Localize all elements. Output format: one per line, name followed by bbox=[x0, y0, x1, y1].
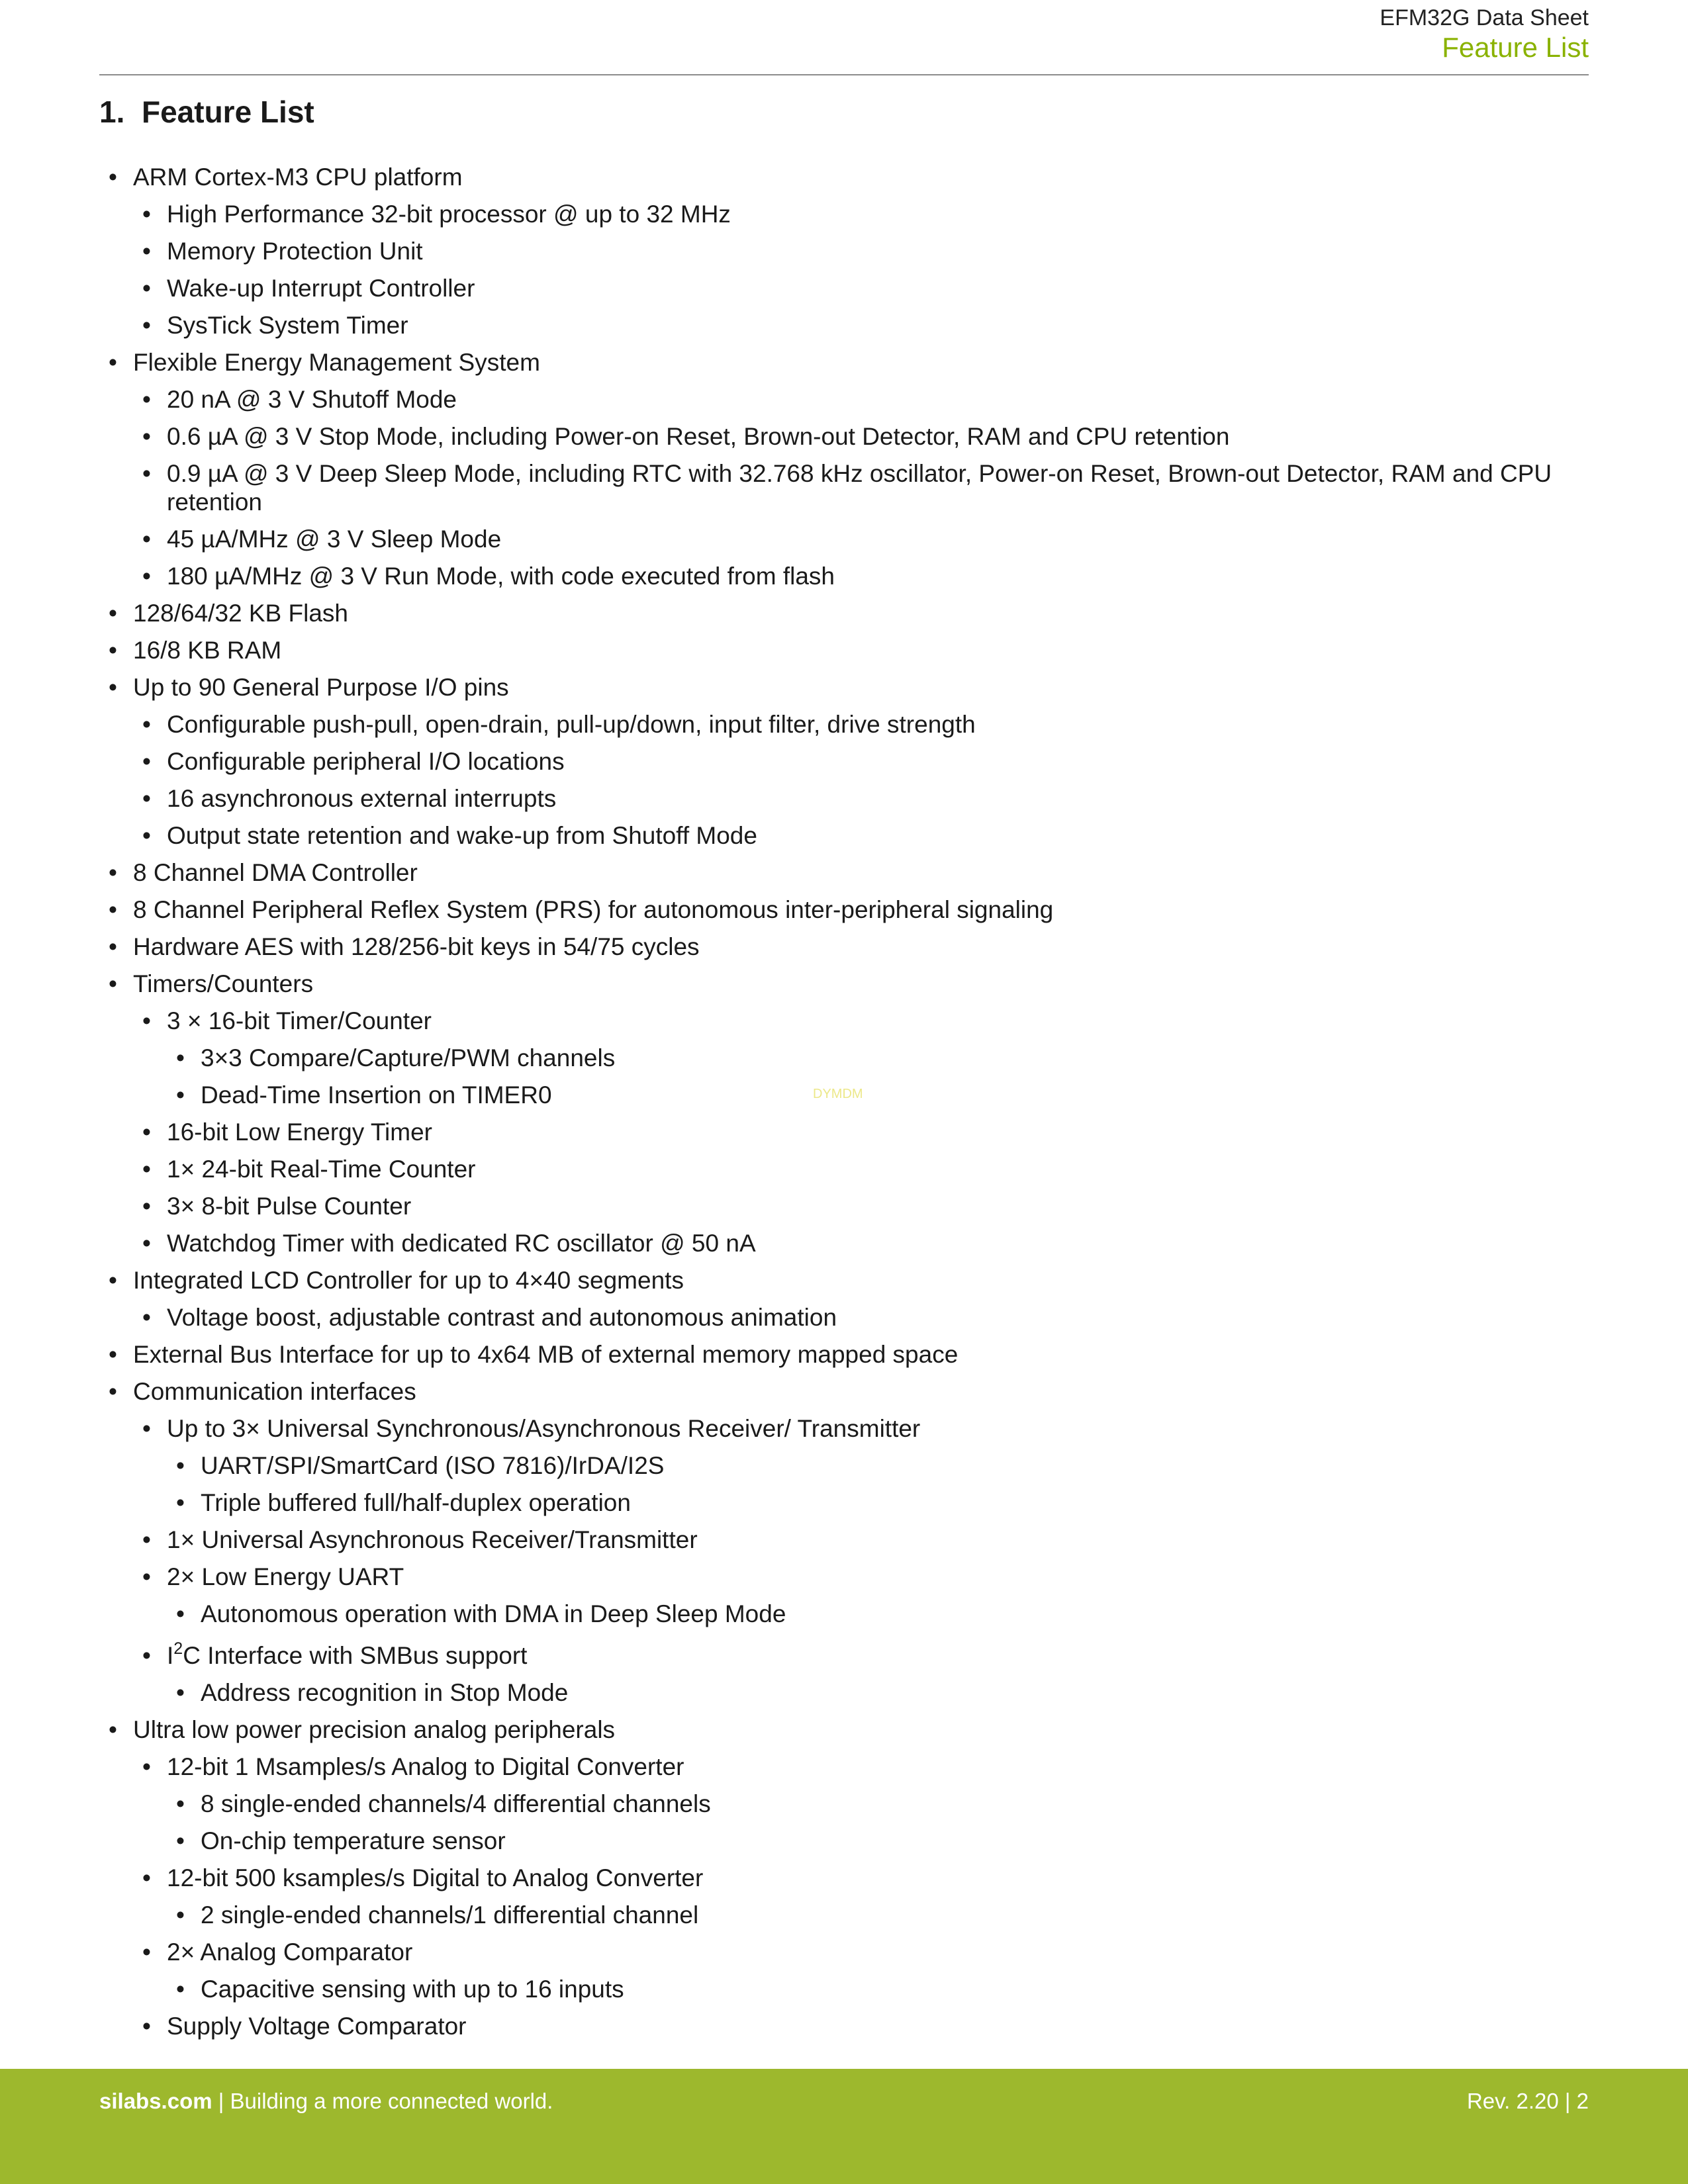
feature-text: Hardware AES with 128/256-bit keys in 54/75 cycles bbox=[133, 933, 700, 960]
feature-text: Timers/Counters bbox=[133, 970, 314, 997]
feature-item-level-0 bbox=[99, 1377, 1589, 1406]
feature-text: ARM Cortex-M3 CPU platform bbox=[133, 163, 463, 191]
feature-text: 0.9 µA @ 3 V Deep Sleep Mode, including RTC with 32.768 kHz oscillator, Power-on Reset, Brown-out Detector, RAM and CPU retention bbox=[167, 460, 1552, 516]
feature-item-level-1 bbox=[99, 385, 1589, 414]
bullet-icon: • bbox=[109, 970, 117, 997]
feature-item-level-1 bbox=[99, 237, 1589, 265]
feature-text: 3× 8-bit Pulse Counter bbox=[167, 1193, 412, 1220]
feature-item-level-1 bbox=[99, 1155, 1589, 1183]
feature-text: 2× Low Energy UART bbox=[167, 1563, 404, 1590]
bullet-icon: • bbox=[142, 238, 151, 265]
feature-text: Address recognition in Stop Mode bbox=[201, 1679, 569, 1706]
feature-item-level-1 bbox=[99, 459, 1589, 516]
feature-text: 16 asynchronous external interrupts bbox=[167, 785, 557, 812]
bullet-icon: • bbox=[176, 1489, 185, 1516]
watermark: DYMDM bbox=[813, 1087, 863, 1101]
feature-text: Integrated LCD Controller for up to 4×40 segments bbox=[133, 1267, 684, 1294]
feature-item-level-1 bbox=[99, 1563, 1589, 1591]
feature-item-level-0 bbox=[99, 933, 1589, 961]
bullet-icon: • bbox=[109, 896, 117, 923]
feature-text: Capacitive sensing with up to 16 inputs bbox=[201, 1976, 624, 2003]
bullet-icon: • bbox=[109, 1267, 117, 1294]
bullet-icon: • bbox=[142, 201, 151, 228]
feature-item-level-0 bbox=[99, 348, 1589, 377]
bullet-icon: • bbox=[109, 1341, 117, 1368]
feature-item-level-0 bbox=[99, 636, 1589, 664]
bullet-icon: • bbox=[176, 1081, 185, 1109]
feature-item-level-1 bbox=[99, 2012, 1589, 2040]
feature-item-level-1 bbox=[99, 1864, 1589, 1892]
bullet-icon: • bbox=[142, 822, 151, 849]
feature-item-level-2 bbox=[99, 1600, 1589, 1628]
feature-item-level-2 bbox=[99, 1827, 1589, 1855]
bullet-icon: • bbox=[176, 1044, 185, 1071]
feature-text: 2× Analog Comparator bbox=[167, 1938, 413, 1966]
feature-item-level-1 bbox=[99, 784, 1589, 813]
feature-text: 45 µA/MHz @ 3 V Sleep Mode bbox=[167, 525, 502, 553]
feature-item-level-2 bbox=[99, 1488, 1589, 1517]
bullet-icon: • bbox=[176, 1679, 185, 1706]
bullet-icon: • bbox=[142, 1642, 151, 1669]
feature-text: 2 single-ended channels/1 differential channel bbox=[201, 1901, 699, 1929]
feature-item-level-0 bbox=[99, 1340, 1589, 1369]
bullet-icon: • bbox=[142, 711, 151, 738]
bullet-icon: • bbox=[176, 1452, 185, 1479]
bullet-icon: • bbox=[142, 2013, 151, 2040]
feature-item-level-1 bbox=[99, 1303, 1589, 1332]
feature-text-prefix: I bbox=[167, 1642, 174, 1669]
feature-text: 8 Channel DMA Controller bbox=[133, 859, 418, 886]
section-number: 1. bbox=[99, 95, 125, 129]
feature-text: Configurable peripheral I/O locations bbox=[167, 748, 565, 775]
feature-text: Memory Protection Unit bbox=[167, 238, 423, 265]
bullet-icon: • bbox=[109, 1378, 117, 1405]
feature-text: Autonomous operation with DMA in Deep Sleep Mode bbox=[201, 1600, 786, 1627]
feature-item-level-1 bbox=[99, 562, 1589, 590]
bullet-icon: • bbox=[142, 1193, 151, 1220]
feature-text: External Bus Interface for up to 4x64 MB of external memory mapped space bbox=[133, 1341, 959, 1368]
bullet-icon: • bbox=[142, 1230, 151, 1257]
feature-text: Triple buffered full/half-duplex operation bbox=[201, 1489, 631, 1516]
footer-separator: | bbox=[212, 2089, 230, 2113]
bullet-icon: • bbox=[109, 859, 117, 886]
feature-text: Communication interfaces bbox=[133, 1378, 416, 1405]
feature-text: 8 Channel Peripheral Reflex System (PRS) for autonomous inter-peripheral signaling bbox=[133, 896, 1054, 923]
feature-text: On-chip temperature sensor bbox=[201, 1827, 506, 1854]
feature-item-level-0 bbox=[99, 599, 1589, 627]
header-document-title: EFM32G Data Sheet bbox=[1380, 5, 1589, 30]
feature-text: Output state retention and wake-up from Shutoff Mode bbox=[167, 822, 757, 849]
feature-item-level-2 bbox=[99, 1901, 1589, 1929]
feature-text: UART/SPI/SmartCard (ISO 7816)/IrDA/I2S bbox=[201, 1452, 665, 1479]
bullet-icon: • bbox=[142, 1304, 151, 1331]
feature-item-level-2 bbox=[99, 1790, 1589, 1818]
bullet-icon: • bbox=[142, 275, 151, 302]
header-divider bbox=[99, 74, 1589, 75]
feature-text: Up to 90 General Purpose I/O pins bbox=[133, 674, 509, 701]
bullet-icon: • bbox=[142, 460, 151, 487]
feature-text: Dead-Time Insertion on TIMER0 bbox=[201, 1081, 552, 1109]
feature-text: Up to 3× Universal Synchronous/Asynchronous Receiver/ Transmitter bbox=[167, 1415, 921, 1442]
bullet-icon: • bbox=[142, 1007, 151, 1034]
bullet-icon: • bbox=[142, 748, 151, 775]
bullet-icon: • bbox=[142, 1118, 151, 1146]
bullet-icon: • bbox=[142, 1938, 151, 1966]
bullet-icon: • bbox=[176, 1976, 185, 2003]
feature-item-level-1 bbox=[99, 422, 1589, 451]
feature-text: Voltage boost, adjustable contrast and autonomous animation bbox=[167, 1304, 837, 1331]
feature-item-level-1 bbox=[99, 1192, 1589, 1220]
bullet-icon: • bbox=[142, 1563, 151, 1590]
feature-text: Configurable push-pull, open-drain, pull-up/down, input filter, drive strength bbox=[167, 711, 976, 738]
feature-text: 8 single-ended channels/4 differential channels bbox=[201, 1790, 711, 1817]
footer-revision: Rev. 2.20 | 2 bbox=[1466, 2089, 1589, 2113]
bullet-icon: • bbox=[142, 423, 151, 450]
feature-item-level-1 bbox=[99, 821, 1589, 850]
feature-item-level-2 bbox=[99, 1975, 1589, 2003]
feature-text: 20 nA @ 3 V Shutoff Mode bbox=[167, 386, 457, 413]
feature-item-level-2 bbox=[99, 1044, 1589, 1072]
bullet-icon: • bbox=[109, 674, 117, 701]
feature-item-level-2 bbox=[99, 1451, 1589, 1480]
footer-branding bbox=[99, 2089, 553, 2114]
bullet-icon: • bbox=[142, 1415, 151, 1442]
bullet-icon: • bbox=[142, 525, 151, 553]
feature-list bbox=[99, 163, 1589, 2049]
feature-item-level-0 bbox=[99, 970, 1589, 998]
feature-item-level-0 bbox=[99, 673, 1589, 702]
feature-item-level-1 bbox=[99, 1525, 1589, 1554]
feature-text: Ultra low power precision analog peripherals bbox=[133, 1716, 616, 1743]
feature-text: 180 µA/MHz @ 3 V Run Mode, with code executed from flash bbox=[167, 563, 835, 590]
feature-item-level-1 bbox=[99, 1938, 1589, 1966]
feature-item-level-1 bbox=[99, 311, 1589, 340]
feature-item-level-1 bbox=[99, 1007, 1589, 1035]
feature-item-level-0 bbox=[99, 1266, 1589, 1295]
bullet-icon: • bbox=[109, 637, 117, 664]
bullet-icon: • bbox=[109, 600, 117, 627]
feature-item-level-1 bbox=[99, 1752, 1589, 1781]
bullet-icon: • bbox=[109, 349, 117, 376]
feature-item-level-1 bbox=[99, 747, 1589, 776]
feature-item-level-1 bbox=[99, 274, 1589, 302]
header-section-title: Feature List bbox=[1442, 32, 1589, 63]
feature-text: 12-bit 1 Msamples/s Analog to Digital Converter bbox=[167, 1753, 684, 1780]
feature-item-level-0 bbox=[99, 858, 1589, 887]
bullet-icon: • bbox=[176, 1827, 185, 1854]
feature-text: 16-bit Low Energy Timer bbox=[167, 1118, 433, 1146]
feature-text: 1× 24-bit Real-Time Counter bbox=[167, 1156, 476, 1183]
bullet-icon: • bbox=[142, 1526, 151, 1553]
bullet-icon: • bbox=[176, 1901, 185, 1929]
bullet-icon: • bbox=[176, 1790, 185, 1817]
feature-text: Watchdog Timer with dedicated RC oscillator @ 50 nA bbox=[167, 1230, 756, 1257]
bullet-icon: • bbox=[142, 785, 151, 812]
feature-item-level-0 bbox=[99, 895, 1589, 924]
bullet-icon: • bbox=[142, 386, 151, 413]
feature-item-level-1 bbox=[99, 200, 1589, 228]
feature-text: 16/8 KB RAM bbox=[133, 637, 282, 664]
page-footer bbox=[0, 2069, 1688, 2184]
section-title-text: Feature List bbox=[142, 95, 314, 129]
footer-site-link[interactable]: silabs.com bbox=[99, 2089, 212, 2113]
feature-item-level-1 bbox=[99, 1229, 1589, 1257]
feature-item-level-1 bbox=[99, 1118, 1589, 1146]
bullet-icon: • bbox=[142, 1864, 151, 1891]
feature-text: High Performance 32-bit processor @ up to 32 MHz bbox=[167, 201, 731, 228]
bullet-icon: • bbox=[142, 563, 151, 590]
bullet-icon: • bbox=[176, 1600, 185, 1627]
feature-text: 0.6 µA @ 3 V Stop Mode, including Power-on Reset, Brown-out Detector, RAM and CPU retention bbox=[167, 423, 1230, 450]
feature-item-level-1 bbox=[99, 525, 1589, 553]
bullet-icon: • bbox=[109, 163, 117, 191]
feature-text: Supply Voltage Comparator bbox=[167, 2013, 467, 2040]
feature-text: 1× Universal Asynchronous Receiver/Transmitter bbox=[167, 1526, 698, 1553]
feature-text: SysTick System Timer bbox=[167, 312, 408, 339]
bullet-icon: • bbox=[109, 933, 117, 960]
bullet-icon: • bbox=[142, 1156, 151, 1183]
feature-item-level-1 bbox=[99, 710, 1589, 739]
footer-tagline: Building a more connected world. bbox=[230, 2089, 553, 2113]
feature-item-level-1 bbox=[99, 1641, 1589, 1670]
feature-text-superscript: 2 bbox=[173, 1639, 183, 1658]
feature-item-level-1 bbox=[99, 1414, 1589, 1443]
feature-item-level-2 bbox=[99, 1678, 1589, 1707]
feature-text: 12-bit 500 ksamples/s Digital to Analog Converter bbox=[167, 1864, 704, 1891]
feature-text: 128/64/32 KB Flash bbox=[133, 600, 348, 627]
feature-text-suffix: C Interface with SMBus support bbox=[183, 1642, 528, 1669]
bullet-icon: • bbox=[142, 312, 151, 339]
feature-text: Flexible Energy Management System bbox=[133, 349, 540, 376]
feature-text: Wake-up Interrupt Controller bbox=[167, 275, 475, 302]
page-title bbox=[99, 94, 314, 130]
bullet-icon: • bbox=[109, 1716, 117, 1743]
feature-item-level-0 bbox=[99, 1715, 1589, 1744]
bullet-icon: • bbox=[142, 1753, 151, 1780]
feature-item-level-0 bbox=[99, 163, 1589, 191]
feature-text: 3 × 16-bit Timer/Counter bbox=[167, 1007, 432, 1034]
feature-text: 3×3 Compare/Capture/PWM channels bbox=[201, 1044, 616, 1071]
